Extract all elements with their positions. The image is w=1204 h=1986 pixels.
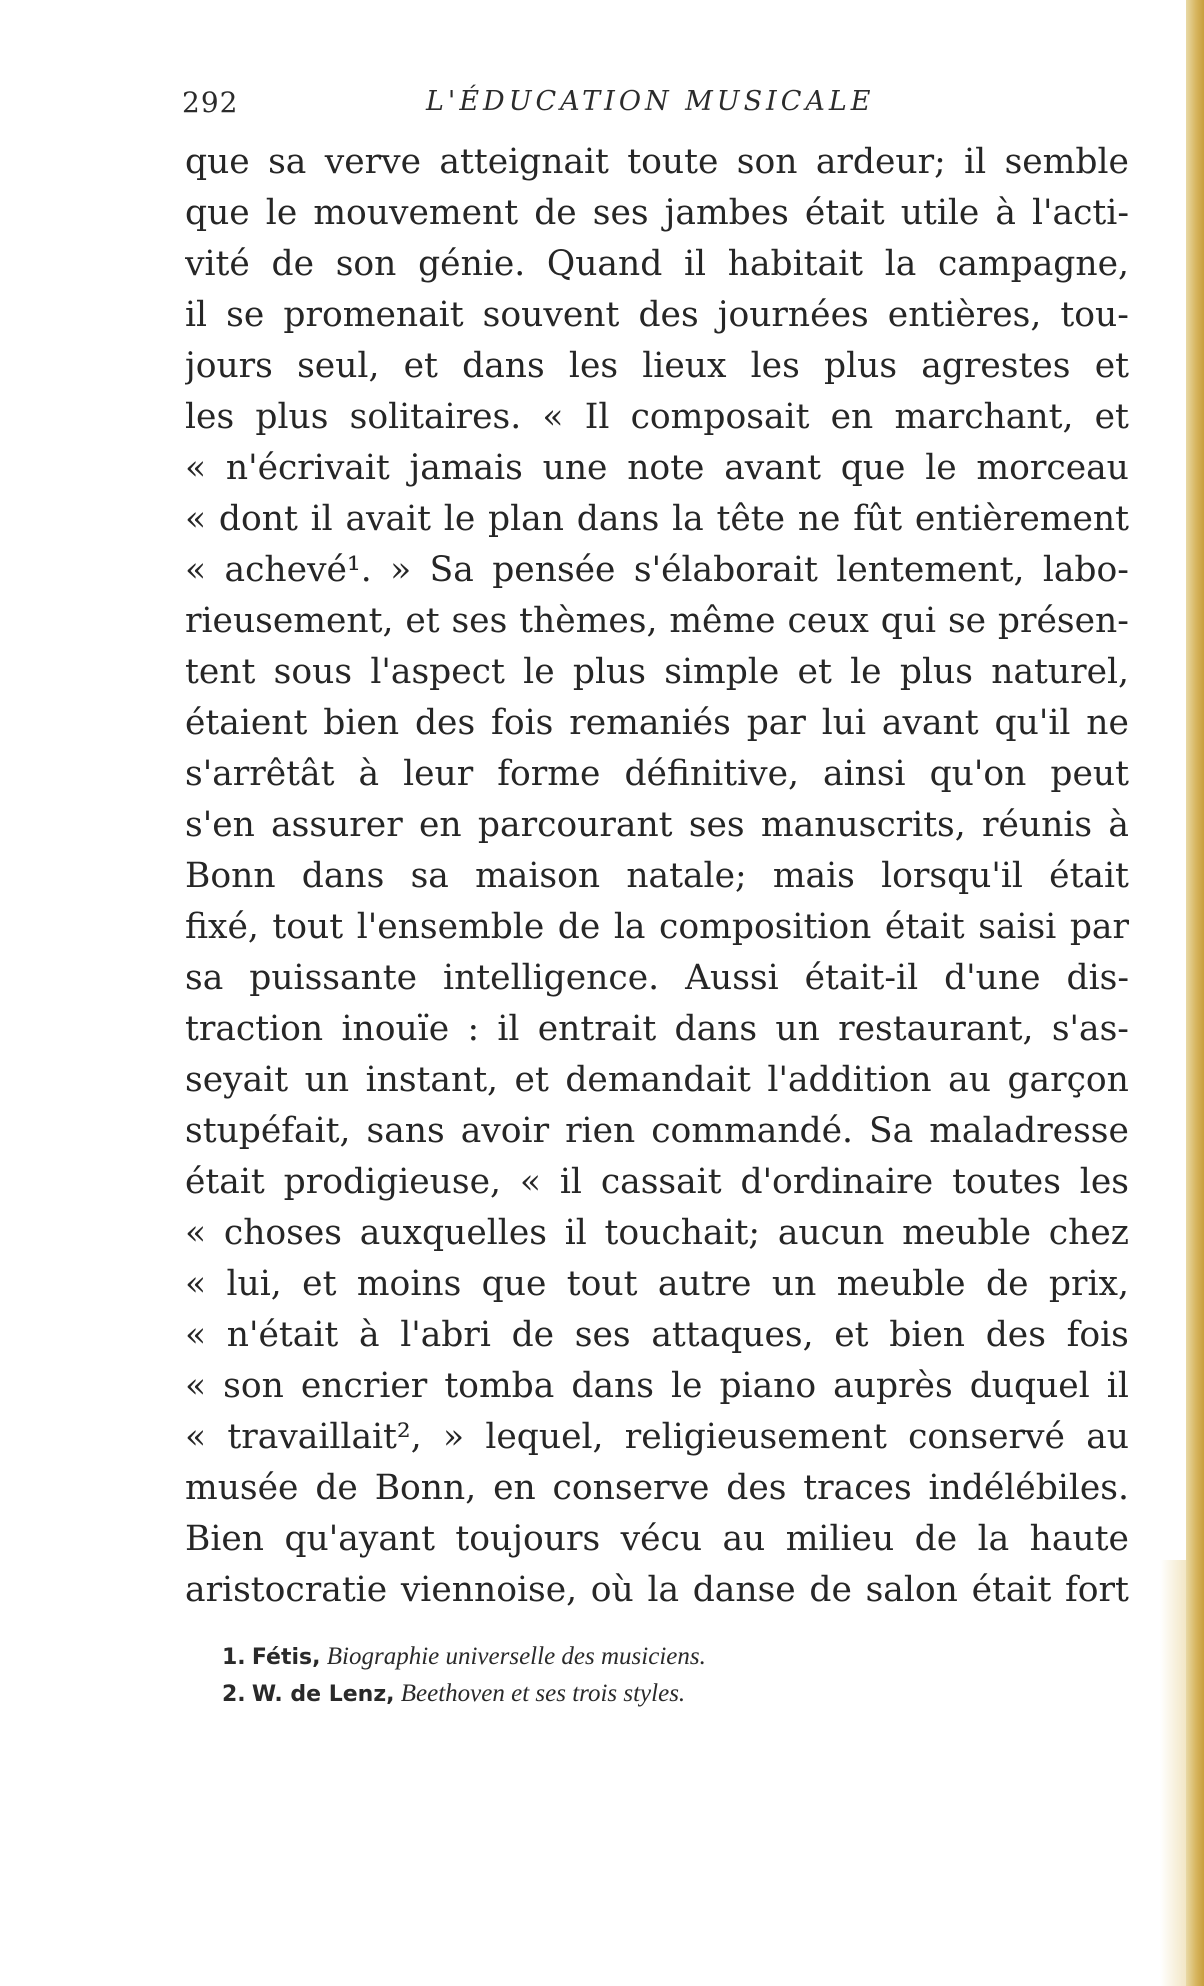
footnote-author: Fétis, bbox=[251, 1645, 321, 1670]
footnote-work: Beethoven et ses trois styles. bbox=[400, 1680, 686, 1707]
text-line: musée de Bonn, en conserve des traces indélébiles. bbox=[185, 1468, 1129, 1508]
page-edge-tint bbox=[1160, 1560, 1186, 1986]
footnotes bbox=[222, 1638, 1102, 1712]
text-line: « dont il avait le plan dans la tête ne fût entièrement bbox=[185, 499, 1129, 539]
text-line: s'en assurer en parcourant ses manuscrits, réunis à bbox=[185, 805, 1129, 845]
body-text bbox=[185, 137, 1129, 1616]
text-line: « n'était à l'abri de ses attaques, et bien des fois bbox=[185, 1315, 1129, 1355]
text-line: seyait un instant, et demandait l'addition au garçon bbox=[185, 1060, 1129, 1100]
footnote-work: Biographie universelle des musiciens. bbox=[326, 1643, 706, 1670]
page-number: 292 bbox=[182, 86, 239, 119]
text-line: aristocratie viennoise, où la danse de salon était fort bbox=[185, 1570, 1129, 1610]
text-line: rieusement, et ses thèmes, même ceux qui se présen- bbox=[185, 601, 1129, 641]
footnote bbox=[222, 1675, 1102, 1712]
text-line: « achevé¹. » Sa pensée s'élaborait lentement, labo- bbox=[185, 550, 1129, 590]
text-line: « travaillait², » lequel, religieusement conservé au bbox=[185, 1417, 1129, 1457]
text-line: s'arrêtât à leur forme définitive, ainsi qu'on peut bbox=[185, 754, 1129, 794]
footnote bbox=[222, 1638, 1102, 1675]
text-line: Bien qu'ayant toujours vécu au milieu de la haute bbox=[185, 1519, 1129, 1559]
text-line: « lui, et moins que tout autre un meuble de prix, bbox=[185, 1264, 1129, 1304]
page-header bbox=[182, 80, 1128, 130]
text-line: sa puissante intelligence. Aussi était-il d'une dis- bbox=[185, 958, 1129, 998]
text-line: « choses auxquelles il touchait; aucun meuble chez bbox=[185, 1213, 1129, 1253]
page-edge-shadow bbox=[1186, 0, 1204, 1986]
text-line: il se promenait souvent des journées entières, tou- bbox=[185, 295, 1129, 335]
text-line: « n'écrivait jamais une note avant que le morceau bbox=[185, 448, 1129, 488]
text-line: jours seul, et dans les lieux les plus agrestes et bbox=[185, 346, 1129, 386]
footnote-number: 1. bbox=[222, 1645, 246, 1670]
text-line: les plus solitaires. « Il composait en marchant, et bbox=[185, 397, 1129, 437]
text-line: étaient bien des fois remaniés par lui avant qu'il ne bbox=[185, 703, 1129, 743]
text-line: stupéfait, sans avoir rien commandé. Sa maladresse bbox=[185, 1111, 1129, 1151]
text-line: était prodigieuse, « il cassait d'ordinaire toutes les bbox=[185, 1162, 1129, 1202]
running-title: L'ÉDUCATION MUSICALE bbox=[426, 86, 875, 117]
footnote-author: W. de Lenz, bbox=[251, 1682, 395, 1707]
text-line: « son encrier tomba dans le piano auprès duquel il bbox=[185, 1366, 1129, 1406]
text-line: que sa verve atteignait toute son ardeur; il semble bbox=[185, 142, 1129, 182]
footnote-number: 2. bbox=[222, 1682, 246, 1707]
text-line: traction inouïe : il entrait dans un restaurant, s'as- bbox=[185, 1009, 1129, 1049]
text-line: fixé, tout l'ensemble de la composition était saisi par bbox=[185, 907, 1129, 947]
text-line: tent sous l'aspect le plus simple et le plus naturel, bbox=[185, 652, 1129, 692]
text-line: Bonn dans sa maison natale; mais lorsqu'il était bbox=[185, 856, 1129, 896]
text-line: vité de son génie. Quand il habitait la campagne, bbox=[185, 244, 1129, 284]
text-line: que le mouvement de ses jambes était utile à l'acti- bbox=[185, 193, 1129, 233]
